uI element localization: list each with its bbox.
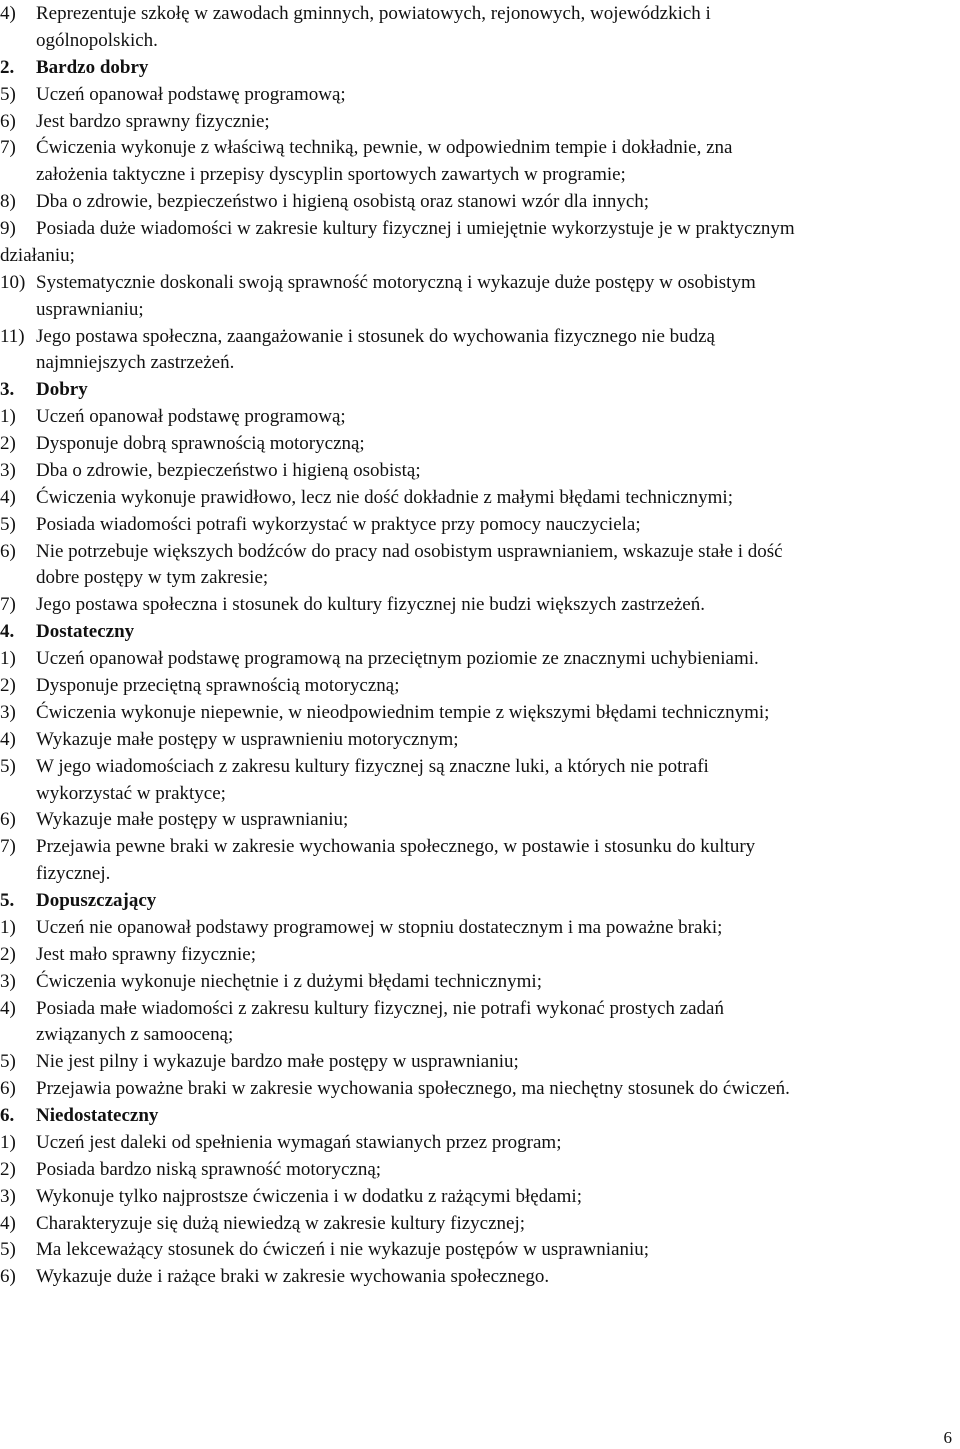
list-item-text: Wykonuje tylko najprostsze ćwiczenia i w dodatku z rażącymi błędami; xyxy=(36,1185,582,1207)
section-number: 3. xyxy=(0,379,15,401)
list-item-text: Dba o zdrowie, bezpieczeństwo i higieną osobistą oraz stanowi wzór dla innych; xyxy=(36,191,650,213)
list-item-number: 7) xyxy=(0,594,16,616)
section-title: Niedostateczny xyxy=(36,1105,159,1127)
list-item-text: Wykazuje małe postępy w usprawnianiu; xyxy=(36,809,349,831)
list-item-number: 3) xyxy=(0,1185,16,1207)
list-item-text: Dysponuje dobrą sprawnością motoryczną; xyxy=(36,433,365,455)
continuation-text: fizycznej. xyxy=(36,863,111,885)
list-item-text: Jego postawa społeczna i stosunek do kultury fizycznej nie budzi większych zastrzeżeń. xyxy=(36,594,705,616)
list-item-text: Uczeń opanował podstawę programową na przeciętnym poziomie ze znacznymi uchybieniami. xyxy=(36,648,759,670)
list-item-number: 4) xyxy=(0,997,16,1019)
list-item-text: Jego postawa społeczna, zaangażowanie i stosunek do wychowania fizycznego nie budzą xyxy=(36,325,715,347)
page-number: 6 xyxy=(943,1428,952,1447)
list-item-number: 1) xyxy=(0,648,16,670)
list-item-number: 6) xyxy=(0,1266,16,1288)
list-item-text: Ma lekceważący stosunek do ćwiczeń i nie wykazuje postępów w usprawnianiu; xyxy=(36,1239,650,1261)
list-item-number: 11) xyxy=(0,325,25,347)
list-item-number: 5) xyxy=(0,755,16,777)
list-item-text: Dba o zdrowie, bezpieczeństwo i higieną osobistą; xyxy=(36,459,421,481)
list-item-number: 1) xyxy=(0,1131,16,1153)
list-item-number: 9) xyxy=(0,218,16,240)
list-item-text: Posiada wiadomości potrafi wykorzystać w praktyce przy pomocy nauczyciela; xyxy=(36,513,641,535)
list-item-number: 6) xyxy=(0,809,16,831)
list-item-text: Ćwiczenia wykonuje niechętnie i z dużymi błędami technicznymi; xyxy=(36,970,542,992)
list-item-number: 6) xyxy=(0,110,16,132)
list-item-text: Jest mało sprawny fizycznie; xyxy=(36,943,257,965)
list-item-text: Wykazuje duże i rażące braki w zakresie wychowania społecznego. xyxy=(36,1266,550,1288)
list-item-number: 1) xyxy=(0,406,16,428)
list-item-number: 2) xyxy=(0,675,16,696)
continuation-text: założenia taktyczne i przepisy dyscyplin sportowych zawartych w programie; xyxy=(36,164,626,186)
section-number: 6. xyxy=(0,1105,15,1127)
list-item-text: Posiada duże wiadomości w zakresie kultury fizycznej i umiejętnie wykorzystuje je w praktycznym xyxy=(36,218,795,240)
section-number: 2. xyxy=(0,56,15,78)
list-item-number: 7) xyxy=(0,836,16,858)
list-item-text: Uczeń jest daleki od spełnienia wymagań stawianych przez program; xyxy=(36,1131,562,1153)
list-item-number: 6) xyxy=(0,1078,16,1100)
list-item-number: 4) xyxy=(0,1212,16,1234)
list-item-number: 10) xyxy=(0,271,26,293)
list-item-number: 2) xyxy=(0,433,16,455)
list-item-number: 4) xyxy=(0,486,16,508)
continuation-text: najmniejszych zastrzeżeń. xyxy=(36,352,235,374)
list-item-number: 3) xyxy=(0,970,16,992)
list-item-text: Reprezentuje szkołę w zawodach gminnych, powiatowych, rejonowych, wojewódzkich i xyxy=(36,3,711,24)
list-item-text: Ćwiczenia wykonuje prawidłowo, lecz nie dość dokładnie z małymi błędami technicznymi; xyxy=(36,486,733,508)
list-item-number: 5) xyxy=(0,1051,16,1073)
continuation-text: ogólnopolskich. xyxy=(36,29,158,51)
list-item-text: Systematycznie doskonali swoją sprawność motoryczną i wykazuje duże postępy w osobistym xyxy=(36,271,756,293)
section-number: 4. xyxy=(0,621,15,643)
continuation-text: działaniu; xyxy=(0,244,75,266)
section-title: Bardzo dobry xyxy=(36,56,149,78)
continuation-text: wykorzystać w praktyce; xyxy=(36,782,226,804)
list-item-number: 3) xyxy=(0,701,16,723)
list-item-text: W jego wiadomościach z zakresu kultury fizycznej są znaczne luki, a których nie potrafi xyxy=(36,755,709,777)
section-number: 5. xyxy=(0,890,15,912)
continuation-text: dobre postępy w tym zakresie; xyxy=(36,567,269,589)
list-item-number: 7) xyxy=(0,137,16,159)
section-title: Dostateczny xyxy=(36,621,135,643)
list-item-number: 5) xyxy=(0,1239,16,1261)
list-item-text: Ćwiczenia wykonuje niepewnie, w nieodpowiednim tempie z większymi błędami technicznymi; xyxy=(36,701,770,723)
list-item-text: Przejawia poważne braki w zakresie wychowania społecznego, ma niechętny stosunek do ćwiczeń. xyxy=(36,1078,790,1100)
list-item-number: 1) xyxy=(0,916,16,938)
list-item-number: 3) xyxy=(0,459,16,481)
list-item-text: Posiada małe wiadomości z zakresu kultury fizycznej, nie potrafi wykonać prostych zadań xyxy=(36,997,724,1019)
list-item-number: 5) xyxy=(0,513,16,535)
list-item-text: Uczeń opanował podstawę programową; xyxy=(36,406,346,428)
list-item-text: Nie potrzebuje większych bodźców do pracy nad osobistym usprawnianiem, wskazuje stałe i dość xyxy=(36,540,783,562)
list-item-number: 2) xyxy=(0,943,16,965)
list-item-text: Uczeń nie opanował podstawy programowej w stopniu dostatecznym i ma poważne braki; xyxy=(36,916,723,938)
list-item-number: 4) xyxy=(0,3,16,24)
list-item-text: Przejawia pewne braki w zakresie wychowania społecznego, w postawie i stosunku do kultury xyxy=(36,836,756,858)
list-item-text: Posiada bardzo niską sprawność motoryczną; xyxy=(36,1158,382,1180)
list-item-number: 5) xyxy=(0,83,16,105)
list-item-text: Wykazuje małe postępy w usprawnieniu motorycznym; xyxy=(36,728,459,750)
list-item-text: Ćwiczenia wykonuje z właściwą techniką, pewnie, w odpowiednim tempie i dokładnie, zna xyxy=(36,137,733,159)
list-item-number: 6) xyxy=(0,540,16,562)
continuation-text: usprawnianiu; xyxy=(36,298,144,320)
list-item-number: 8) xyxy=(0,191,16,213)
list-item-number: 2) xyxy=(0,1158,16,1180)
section-title: Dopuszczający xyxy=(36,890,157,912)
section-title: Dobry xyxy=(36,379,88,401)
list-item-text: Dysponuje przeciętną sprawnością motoryczną; xyxy=(36,675,400,696)
list-item-text: Charakteryzuje się dużą niewiedzą w zakresie kultury fizycznej; xyxy=(36,1212,526,1234)
list-item-number: 4) xyxy=(0,728,16,750)
list-item-text: Nie jest pilny i wykazuje bardzo małe postępy w usprawnianiu; xyxy=(36,1051,519,1073)
list-item-text: Jest bardzo sprawny fizycznie; xyxy=(36,110,270,132)
list-item-text: Uczeń opanował podstawę programową; xyxy=(36,83,346,105)
continuation-text: związanych z samooceną; xyxy=(36,1024,234,1046)
